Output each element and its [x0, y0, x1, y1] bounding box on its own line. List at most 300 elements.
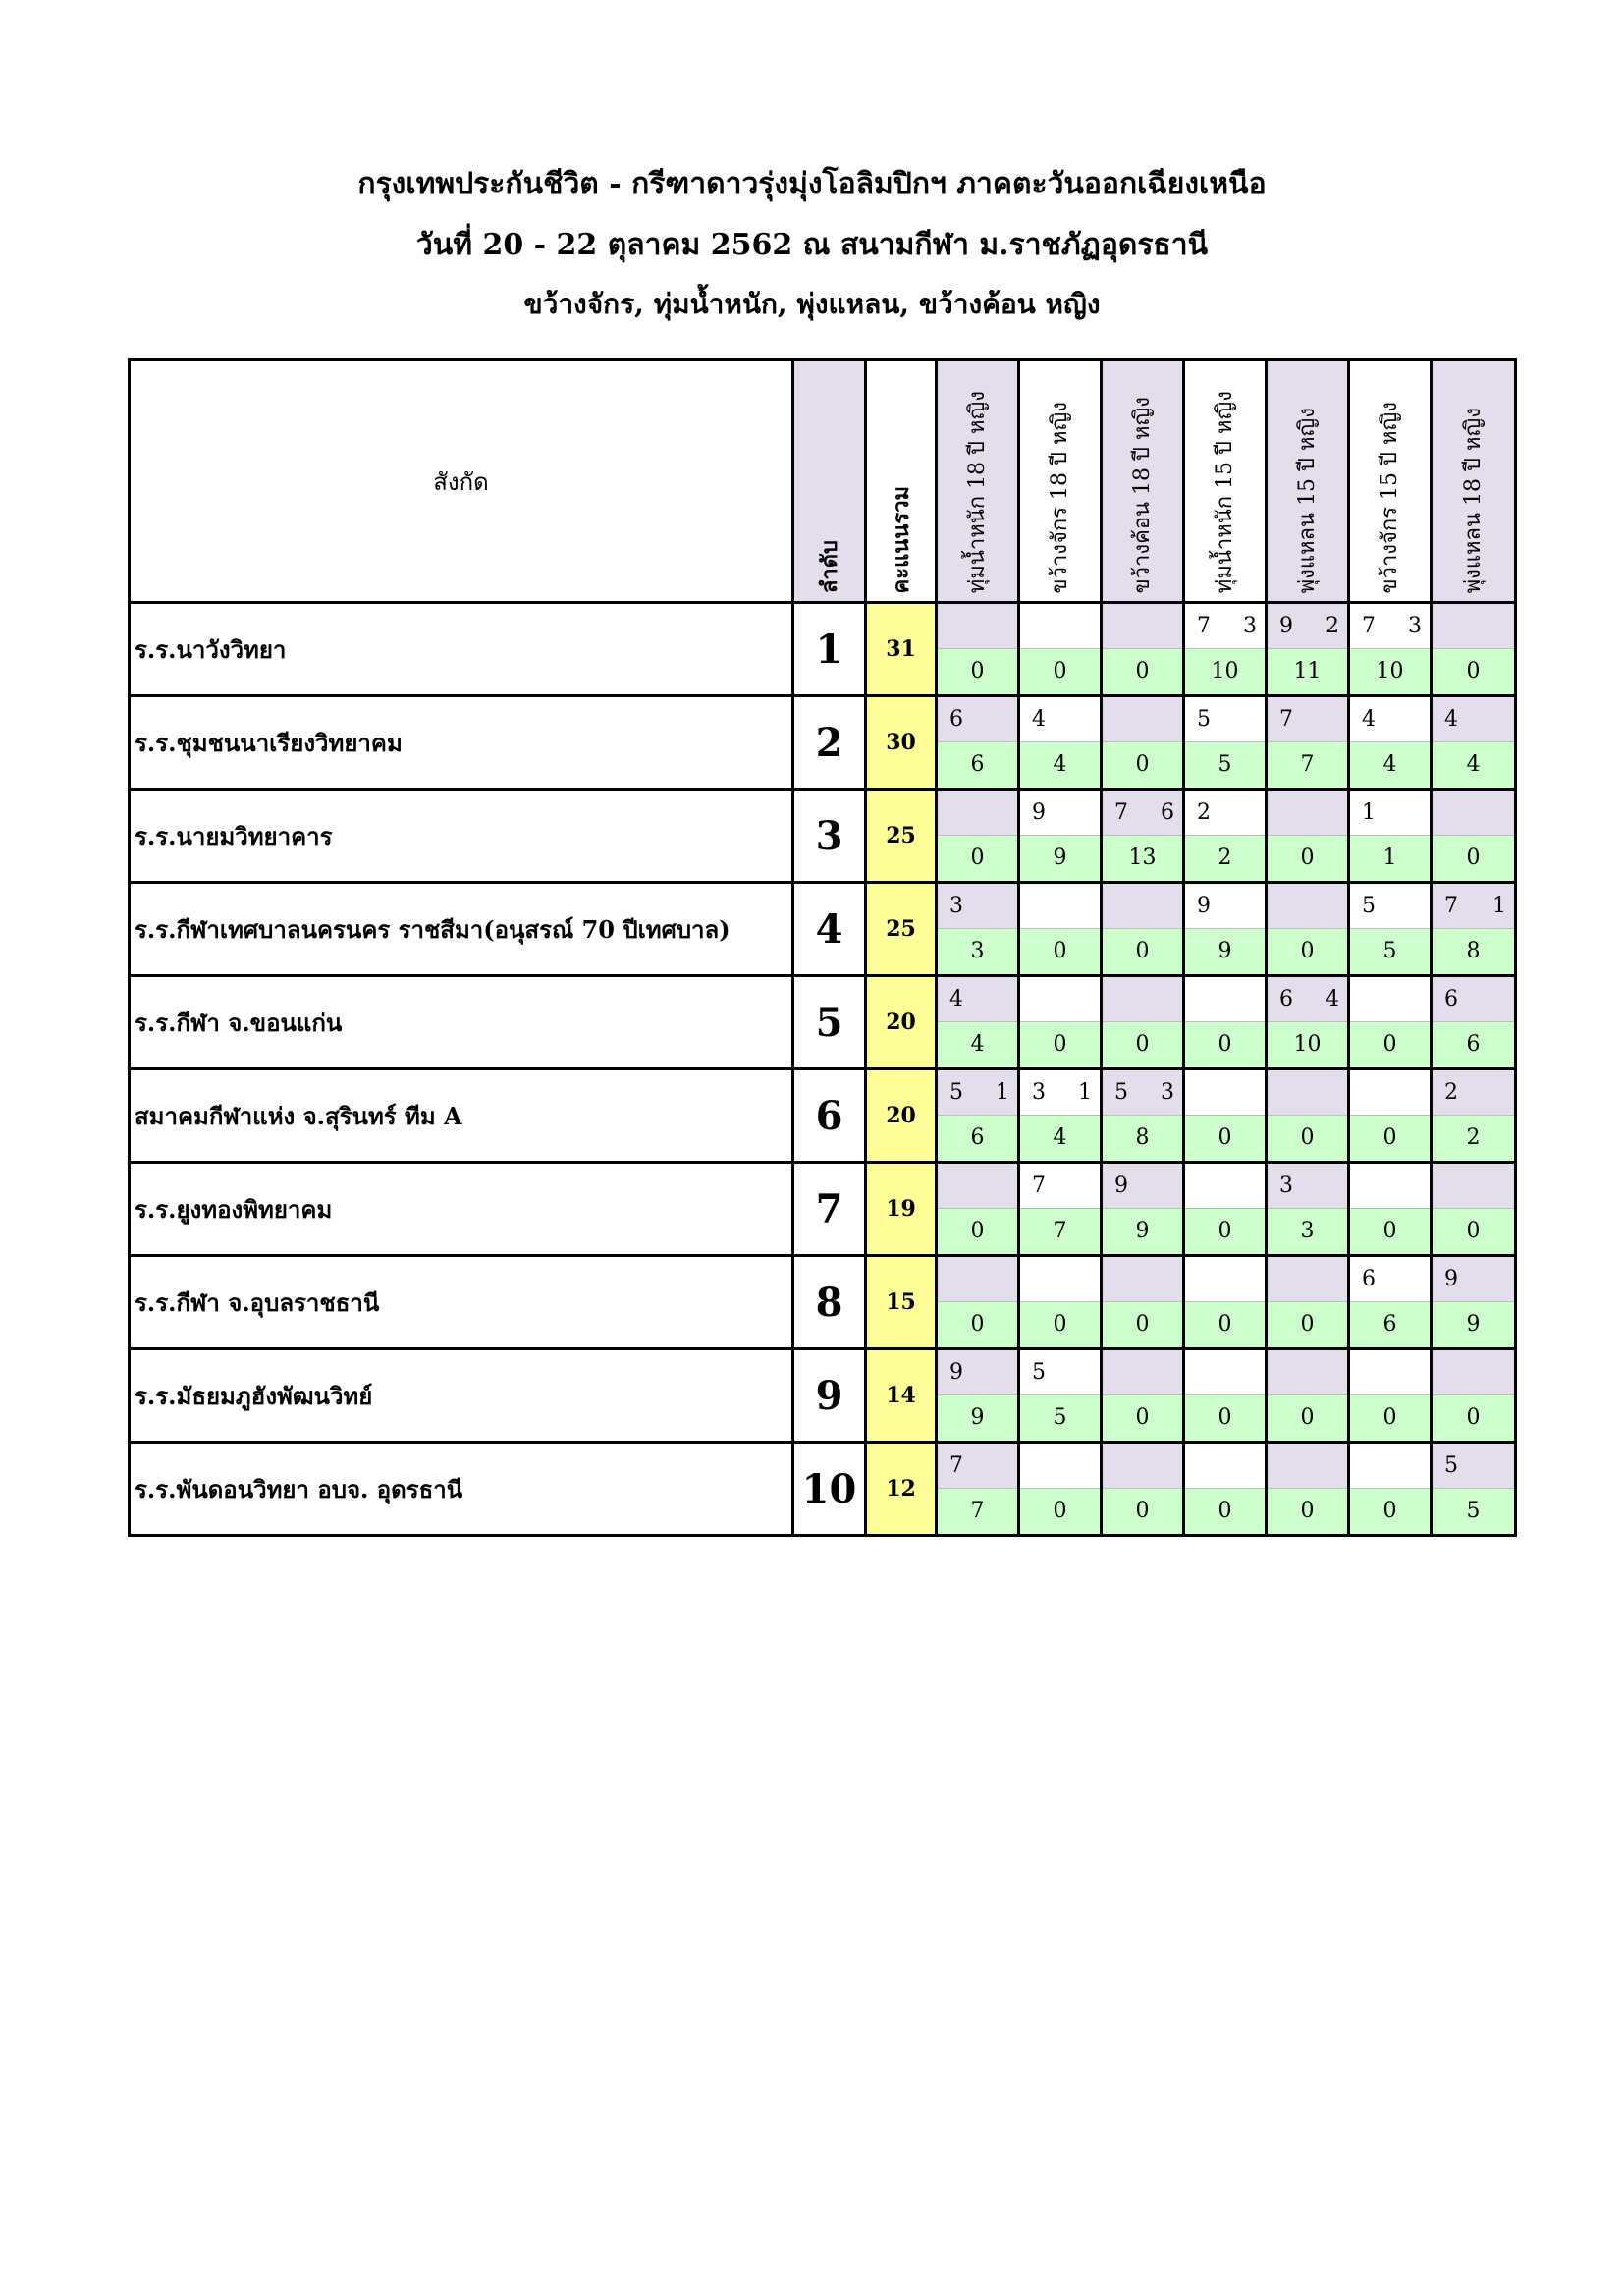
table-row — [130, 1163, 1516, 1256]
header-event — [1184, 360, 1267, 603]
points-first: 3 — [949, 894, 963, 918]
table-row — [130, 1256, 1516, 1349]
event-score-cell — [937, 883, 1019, 976]
total-score-cell: 25 — [866, 883, 937, 976]
event-score-box — [1350, 977, 1430, 1067]
event-score-box — [1350, 1444, 1430, 1534]
event-score-box — [1103, 1164, 1182, 1254]
event-subtotal: 0 — [1020, 928, 1100, 974]
affiliation-cell: ร.ร.นายมวิทยาคาร — [130, 790, 793, 883]
placement-points — [938, 1164, 1017, 1208]
placement-points — [1185, 1444, 1265, 1488]
event-score-cell — [1432, 1349, 1516, 1443]
placement-points — [1103, 791, 1182, 835]
event-score-cell — [1102, 1443, 1184, 1536]
event-score-box — [1185, 1444, 1265, 1534]
event-score-box — [1185, 791, 1265, 881]
event-score-cell — [1184, 1443, 1267, 1536]
event-subtotal: 3 — [1268, 1208, 1347, 1254]
header-event-label: ขว้างจักร 18 ปี หญิง — [1048, 401, 1072, 593]
event-score-cell — [1019, 603, 1102, 696]
placement-points — [1268, 1350, 1347, 1394]
event-score-cell — [1184, 1069, 1267, 1163]
affiliation-cell: ร.ร.นาวังวิทยา — [130, 603, 793, 696]
placement-points — [1103, 697, 1182, 741]
points-first: 7 — [1444, 894, 1458, 918]
placement-points — [1185, 1070, 1265, 1115]
placement-points — [1020, 1164, 1100, 1208]
placement-points — [1020, 1257, 1100, 1301]
event-score-box — [1433, 1444, 1514, 1534]
event-subtotal: 0 — [1020, 1488, 1100, 1534]
placement-points — [1020, 884, 1100, 928]
placement-points — [1433, 791, 1514, 835]
header-event-label: ทุ่มน้ำหนัก 18 ปี หญิง — [965, 390, 990, 593]
event-score-cell — [1267, 1069, 1349, 1163]
event-subtotal: 0 — [1350, 1394, 1430, 1441]
total-score-cell: 20 — [866, 976, 937, 1069]
event-subtotal: 6 — [938, 741, 1017, 788]
event-score-box — [1020, 697, 1100, 788]
header-rank-label: ลำดับ — [817, 539, 842, 593]
event-score-cell — [1019, 790, 1102, 883]
event-score-cell — [1019, 1349, 1102, 1443]
header-event — [1349, 360, 1432, 603]
points-second: 1 — [996, 1080, 1009, 1105]
event-subtotal: 5 — [1350, 928, 1430, 974]
header-rank — [793, 360, 866, 603]
event-subtotal: 9 — [1433, 1301, 1514, 1347]
placement-points — [1433, 977, 1514, 1021]
points-first: 4 — [1444, 707, 1458, 732]
event-subtotal: 0 — [1433, 1208, 1514, 1254]
event-score-cell — [1184, 696, 1267, 790]
placement-points — [938, 604, 1017, 648]
header-event — [1102, 360, 1184, 603]
placement-points — [1020, 977, 1100, 1021]
header-affiliation: สังกัด — [130, 360, 793, 603]
placement-points — [938, 1350, 1017, 1394]
event-score-cell — [937, 696, 1019, 790]
event-score-box — [938, 884, 1017, 974]
event-score-cell — [1019, 696, 1102, 790]
event-score-cell — [1349, 1443, 1432, 1536]
event-subtotal: 0 — [1433, 648, 1514, 694]
placement-points — [1268, 1164, 1347, 1208]
event-score-box — [1103, 697, 1182, 788]
placement-points — [1020, 697, 1100, 741]
event-score-cell — [1102, 603, 1184, 696]
event-score-cell — [1184, 976, 1267, 1069]
points-first: 9 — [1444, 1267, 1458, 1291]
event-subtotal: 0 — [1185, 1208, 1265, 1254]
event-score-cell — [1102, 1256, 1184, 1349]
event-subtotal: 0 — [1350, 1021, 1430, 1067]
event-score-cell — [1432, 883, 1516, 976]
header-event — [1267, 360, 1349, 603]
header-total — [866, 360, 937, 603]
placement-points — [1185, 697, 1265, 741]
event-score-cell — [1019, 976, 1102, 1069]
event-subtotal: 2 — [1433, 1115, 1514, 1161]
event-score-box — [1268, 1444, 1347, 1534]
placement-points — [1185, 1164, 1265, 1208]
event-subtotal: 0 — [1103, 1394, 1182, 1441]
placement-points — [1433, 697, 1514, 741]
event-subtotal: 0 — [1103, 1021, 1182, 1067]
placement-points — [1185, 1350, 1265, 1394]
points-first: 5 — [1032, 1360, 1046, 1385]
points-first: 2 — [1444, 1080, 1458, 1105]
total-score-cell: 14 — [866, 1349, 937, 1443]
table-row — [130, 790, 1516, 883]
affiliation-cell: ร.ร.ชุมชนนาเรียงวิทยาคม — [130, 696, 793, 790]
placement-points — [938, 1257, 1017, 1301]
event-score-box — [1020, 1257, 1100, 1347]
event-subtotal: 6 — [1350, 1301, 1430, 1347]
event-score-cell — [1267, 1443, 1349, 1536]
affiliation-cell: สมาคมกีฬาแห่ง จ.สุรินทร์ ทีม A — [130, 1069, 793, 1163]
placement-points — [1268, 1070, 1347, 1115]
event-score-cell — [1019, 1443, 1102, 1536]
event-score-cell — [937, 976, 1019, 1069]
event-score-box — [1433, 977, 1514, 1067]
placement-points — [938, 977, 1017, 1021]
placement-points — [938, 884, 1017, 928]
event-subtotal: 4 — [1350, 741, 1430, 788]
header-event-label: พุ่งแหลน 18 ปี หญิง — [1461, 407, 1486, 593]
event-score-box — [1103, 1070, 1182, 1161]
event-score-box — [1350, 884, 1430, 974]
event-score-box — [1350, 697, 1430, 788]
points-first: 9 — [1197, 894, 1211, 918]
header-total-label: คะแนนรวม — [889, 485, 914, 593]
placement-points — [1103, 977, 1182, 1021]
event-score-box — [1103, 884, 1182, 974]
event-subtotal: 9 — [1103, 1208, 1182, 1254]
event-score-cell — [1349, 1163, 1432, 1256]
total-score-cell: 15 — [866, 1256, 937, 1349]
header-row — [130, 360, 1516, 603]
event-score-cell — [1184, 1349, 1267, 1443]
table-row — [130, 1349, 1516, 1443]
affiliation-cell: ร.ร.ยูงทองพิทยาคม — [130, 1163, 793, 1256]
event-score-box — [1185, 604, 1265, 694]
total-score-cell: 19 — [866, 1163, 937, 1256]
placement-points — [1185, 884, 1265, 928]
placement-points — [1103, 1350, 1182, 1394]
title-line-2: วันที่ 20 - 22 ตุลาคม 2562 ณ สนามกีฬา ม.ราชภัฏอุดรธานี — [415, 228, 1209, 262]
points-first: 4 — [1362, 707, 1376, 732]
event-score-box — [1350, 1070, 1430, 1161]
event-score-box — [1268, 791, 1347, 881]
points-second: 3 — [1243, 614, 1257, 638]
event-score-cell — [1102, 1349, 1184, 1443]
points-first: 4 — [949, 987, 963, 1011]
header-event-label: ขว้างค้อน 18 ปี หญิง — [1130, 396, 1155, 593]
event-subtotal: 0 — [1268, 1115, 1347, 1161]
event-subtotal: 11 — [1268, 648, 1347, 694]
placement-points — [1268, 1444, 1347, 1488]
event-subtotal: 4 — [1020, 1115, 1100, 1161]
event-subtotal: 4 — [1020, 741, 1100, 788]
event-score-cell — [937, 1349, 1019, 1443]
event-subtotal: 0 — [1020, 1021, 1100, 1067]
event-score-box — [1185, 977, 1265, 1067]
event-score-box — [1350, 604, 1430, 694]
placement-points — [1350, 697, 1430, 741]
placement-points — [1020, 604, 1100, 648]
event-score-cell — [1267, 1349, 1349, 1443]
event-subtotal: 0 — [1185, 1021, 1265, 1067]
event-subtotal: 0 — [1103, 928, 1182, 974]
total-score-cell: 31 — [866, 603, 937, 696]
placement-points — [1185, 977, 1265, 1021]
placement-points — [1103, 1444, 1182, 1488]
event-subtotal: 13 — [1103, 835, 1182, 881]
event-score-box — [1185, 1164, 1265, 1254]
event-score-cell — [1432, 790, 1516, 883]
event-score-cell — [1102, 696, 1184, 790]
points-first: 5 — [1114, 1080, 1128, 1105]
total-score-cell: 20 — [866, 1069, 937, 1163]
event-score-box — [1433, 1164, 1514, 1254]
event-score-cell — [937, 790, 1019, 883]
total-score-cell: 30 — [866, 696, 937, 790]
event-score-cell — [937, 1163, 1019, 1256]
event-subtotal: 9 — [1185, 928, 1265, 974]
placement-points — [1268, 604, 1347, 648]
points-first: 3 — [1279, 1174, 1293, 1198]
points-first: 9 — [1114, 1174, 1128, 1198]
event-score-cell — [1432, 1069, 1516, 1163]
placement-points — [1350, 1444, 1430, 1488]
event-score-box — [1103, 1444, 1182, 1534]
title-line-3: ขว้างจักร, ทุ่มน้ำหนัก, พุ่งแหลน, ขว้างค้อน หญิง — [523, 288, 1101, 320]
event-subtotal: 10 — [1268, 1021, 1347, 1067]
placement-points — [1185, 604, 1265, 648]
event-subtotal: 9 — [938, 1394, 1017, 1441]
event-score-cell — [1349, 1256, 1432, 1349]
header-event — [937, 360, 1019, 603]
placement-points — [1020, 1070, 1100, 1115]
event-score-box — [1350, 791, 1430, 881]
event-score-box — [1020, 791, 1100, 881]
placement-points — [1433, 1164, 1514, 1208]
placement-points — [1350, 977, 1430, 1021]
event-subtotal: 0 — [1350, 1115, 1430, 1161]
points-first: 9 — [949, 1360, 963, 1385]
points-first: 5 — [1444, 1453, 1458, 1478]
points-second: 3 — [1408, 614, 1422, 638]
event-score-box — [938, 1444, 1017, 1534]
event-score-box — [1350, 1350, 1430, 1441]
rank-cell: 10 — [793, 1443, 866, 1536]
event-score-cell — [937, 1443, 1019, 1536]
placement-points — [1103, 1164, 1182, 1208]
rank-cell: 3 — [793, 790, 866, 883]
title-line-1: กรุงเทพประกันชีวิต - กรีฑาดาวรุ่งมุ่งโอลิมปิกฯ ภาคตะวันออกเฉียงเหนือ — [357, 167, 1267, 201]
placement-points — [1433, 1350, 1514, 1394]
placement-points — [1350, 1070, 1430, 1115]
event-subtotal: 0 — [1268, 928, 1347, 974]
placement-points — [1350, 1164, 1430, 1208]
event-score-box — [1103, 1257, 1182, 1347]
event-score-cell — [1432, 1163, 1516, 1256]
event-score-cell — [1349, 696, 1432, 790]
event-score-box — [1433, 884, 1514, 974]
event-subtotal: 4 — [1433, 741, 1514, 788]
event-score-cell — [937, 1256, 1019, 1349]
event-subtotal: 3 — [938, 928, 1017, 974]
points-first: 6 — [1444, 987, 1458, 1011]
placement-points — [938, 697, 1017, 741]
event-score-box — [1185, 1070, 1265, 1161]
placement-points — [1185, 791, 1265, 835]
event-subtotal: 0 — [1103, 1488, 1182, 1534]
event-score-cell — [1349, 883, 1432, 976]
header-event-label: พุ่งแหลน 15 ปี หญิง — [1295, 407, 1320, 593]
event-score-cell — [1102, 1163, 1184, 1256]
rank-cell: 1 — [793, 603, 866, 696]
placement-points — [1103, 604, 1182, 648]
event-score-cell — [1102, 883, 1184, 976]
rank-cell: 6 — [793, 1069, 866, 1163]
event-score-box — [1268, 884, 1347, 974]
event-score-box — [1350, 1257, 1430, 1347]
placement-points — [1268, 791, 1347, 835]
event-score-cell — [1184, 1256, 1267, 1349]
table-row — [130, 696, 1516, 790]
event-subtotal: 0 — [1185, 1115, 1265, 1161]
event-subtotal: 0 — [1268, 1488, 1347, 1534]
event-subtotal: 0 — [1020, 648, 1100, 694]
event-score-box — [1433, 1257, 1514, 1347]
total-score-cell: 12 — [866, 1443, 937, 1536]
event-score-cell — [1267, 603, 1349, 696]
event-score-box — [1103, 1350, 1182, 1441]
event-subtotal: 0 — [1268, 1301, 1347, 1347]
event-subtotal: 7 — [938, 1488, 1017, 1534]
event-score-box — [938, 791, 1017, 881]
event-subtotal: 8 — [1103, 1115, 1182, 1161]
points-first: 6 — [1279, 987, 1293, 1011]
points-first: 7 — [1197, 614, 1211, 638]
points-first: 1 — [1362, 800, 1376, 825]
event-score-cell — [1019, 1163, 1102, 1256]
event-subtotal: 10 — [1185, 648, 1265, 694]
placement-points — [1103, 1070, 1182, 1115]
placement-points — [1103, 1257, 1182, 1301]
points-first: 7 — [1032, 1174, 1046, 1198]
header-event — [1432, 360, 1516, 603]
event-score-box — [1185, 884, 1265, 974]
placement-points — [1433, 604, 1514, 648]
event-score-cell — [1349, 1349, 1432, 1443]
event-score-box — [1020, 1444, 1100, 1534]
table-row — [130, 976, 1516, 1069]
header-event-label: ทุ่มน้ำหนัก 15 ปี หญิง — [1213, 390, 1237, 593]
event-score-cell — [1184, 1163, 1267, 1256]
points-first: 5 — [949, 1080, 963, 1105]
points-first: 5 — [1362, 894, 1376, 918]
event-score-box — [1103, 604, 1182, 694]
event-score-box — [938, 1070, 1017, 1161]
event-subtotal: 4 — [938, 1021, 1017, 1067]
rank-cell: 2 — [793, 696, 866, 790]
placement-points — [1350, 791, 1430, 835]
rank-cell: 7 — [793, 1163, 866, 1256]
event-subtotal: 2 — [1185, 835, 1265, 881]
event-score-box — [1433, 604, 1514, 694]
event-score-cell — [1019, 1256, 1102, 1349]
points-second: 1 — [1492, 894, 1506, 918]
event-score-cell — [1432, 976, 1516, 1069]
event-subtotal: 0 — [1268, 1394, 1347, 1441]
header-event-label: ขว้างจักร 15 ปี หญิง — [1378, 401, 1402, 593]
points-second: 4 — [1326, 987, 1339, 1011]
event-score-box — [1103, 791, 1182, 881]
event-score-box — [1268, 1164, 1347, 1254]
event-score-box — [1268, 1350, 1347, 1441]
event-subtotal: 0 — [1020, 1301, 1100, 1347]
placement-points — [1350, 1257, 1430, 1301]
table-row — [130, 1443, 1516, 1536]
event-subtotal: 0 — [1103, 648, 1182, 694]
event-subtotal: 0 — [1433, 1394, 1514, 1441]
event-score-box — [1103, 977, 1182, 1067]
event-score-box — [1433, 697, 1514, 788]
event-subtotal: 0 — [938, 835, 1017, 881]
event-score-cell — [1102, 1069, 1184, 1163]
event-subtotal: 0 — [1185, 1488, 1265, 1534]
event-subtotal: 5 — [1433, 1488, 1514, 1534]
event-subtotal: 0 — [938, 648, 1017, 694]
event-score-box — [1020, 884, 1100, 974]
placement-points — [938, 1444, 1017, 1488]
placement-points — [1020, 791, 1100, 835]
points-first: 7 — [1279, 707, 1293, 732]
rank-cell: 9 — [793, 1349, 866, 1443]
points-second: 2 — [1326, 614, 1339, 638]
event-subtotal: 1 — [1350, 835, 1430, 881]
placement-points — [1185, 1257, 1265, 1301]
event-subtotal: 10 — [1350, 648, 1430, 694]
event-subtotal: 5 — [1185, 741, 1265, 788]
event-score-box — [938, 604, 1017, 694]
event-score-cell — [1267, 1256, 1349, 1349]
event-score-box — [1433, 791, 1514, 881]
header-event — [1019, 360, 1102, 603]
event-subtotal: 0 — [1103, 1301, 1182, 1347]
placement-points — [1350, 1350, 1430, 1394]
event-score-cell — [1432, 1256, 1516, 1349]
event-score-cell — [1184, 603, 1267, 696]
event-subtotal: 7 — [1020, 1208, 1100, 1254]
event-score-cell — [1349, 976, 1432, 1069]
rank-cell: 4 — [793, 883, 866, 976]
affiliation-cell: ร.ร.พันดอนวิทยา อบจ. อุดรธานี — [130, 1443, 793, 1536]
event-score-box — [1020, 604, 1100, 694]
points-first: 2 — [1197, 800, 1211, 825]
event-score-box — [1268, 697, 1347, 788]
event-subtotal: 7 — [1268, 741, 1347, 788]
event-score-box — [1185, 1350, 1265, 1441]
placement-points — [1020, 1444, 1100, 1488]
event-score-cell — [1349, 790, 1432, 883]
placement-points — [1433, 1070, 1514, 1115]
event-score-cell — [1184, 790, 1267, 883]
